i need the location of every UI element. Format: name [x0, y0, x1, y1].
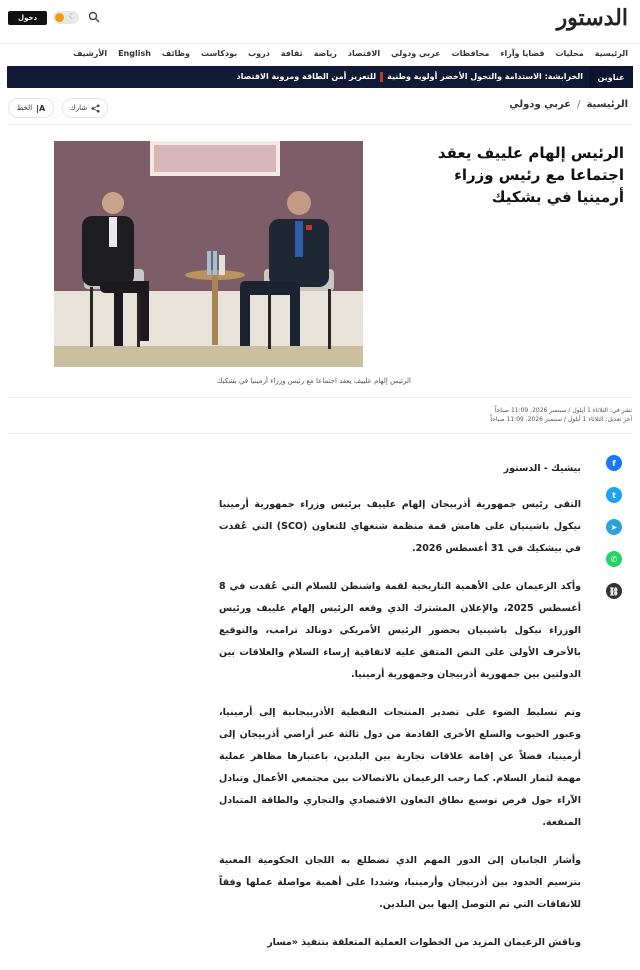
nav-item-home[interactable]: الرئيسية	[594, 49, 628, 58]
ticker-separator	[380, 72, 383, 82]
updated-date: آخر تعديل: الثلاثاء 1 أيلول / سبتمبر 2026. 11:09 صباحاً	[490, 416, 632, 423]
dark-mode-toggle[interactable]	[53, 11, 79, 24]
divider	[8, 397, 632, 398]
font-size-button[interactable]	[8, 98, 54, 118]
search-icon[interactable]	[88, 11, 100, 23]
article-paragraph: التقى رئيس جمهورية أذربيجان إلهام علييف برئيس وزراء جمهورية أرمينيا نيكول باشينيان على هامش قمة منظمة شنغهاي للتعاون (SCO) التي عُقدت في بيشكيك في 31 أغسطس 2026.	[219, 499, 581, 554]
nav-item-podcast[interactable]: بودكاست	[200, 49, 238, 58]
nav-item-governorates[interactable]: محافظات	[451, 49, 490, 58]
logo-text: الدستور	[556, 5, 628, 31]
article-body	[219, 458, 581, 970]
font-label: الخط	[16, 104, 33, 112]
facebook-icon[interactable]: f	[606, 455, 622, 471]
article-dates	[490, 406, 632, 424]
site-logo[interactable]	[557, 5, 628, 31]
nav-item-archive[interactable]: الأرشيف	[73, 49, 108, 58]
breadcrumb-section[interactable]: عربي ودولي	[509, 99, 572, 110]
ticker-label: عناوين	[589, 66, 633, 88]
breadcrumb-home[interactable]: الرئيسية	[586, 99, 628, 110]
article-photo[interactable]	[54, 141, 363, 367]
sun-icon	[55, 13, 64, 22]
ticker-headline[interactable]	[237, 66, 583, 88]
login-button[interactable]: دخول	[8, 11, 47, 25]
nav-item-international[interactable]: عربي ودولي	[391, 49, 441, 58]
article-paragraph: وأكد الزعيمان على الأهمية التاريخية لقمة واشنطن للسلام التي عُقدت في 8 أغسطس 2025، والإعلان المشترك الذي وقعه الرئيس إلهام علييف ورئيس الوزراء نيكول باشينيان بحضور الرئيس الأمريكي دونالد ترامب، والتوقيع بالأحرف الأولى على النص المتفق عليه لاتفاقية إرساء السلام والعلاقات بين الدولتين بين جمهورية أذربيجان وجمهورية أرمينيا.	[219, 581, 582, 680]
nav-item-economy[interactable]: الاقتصاد	[347, 49, 381, 58]
nav-item-jobs[interactable]: وظائف	[161, 49, 190, 58]
nav-item-opinion[interactable]: قضايا وآراء	[500, 49, 545, 58]
article-title: الرئيس إلهام علييف يعقد اجتماعا مع رئيس وزراء أرمينيا في بشكيك	[437, 144, 624, 206]
divider	[8, 433, 632, 434]
ticker-headline-text: الخرابشة: الاستدامة والتحول الأخضر أولوية وطنية	[387, 72, 583, 81]
article-paragraph: وتم تسليط الضوء على تصدير المنتجات النفطية الأذربيجانية إلى أرمينيا، وعبور الحبوب والسلع الأخرى القادمة من دول ثالثة عبر أراضي أذربيجان إلى أرمينيا، فضلاً عن إقامة علاقات تجارية بين البلدين، باعتبارها مظاهر عملية مهمة لثمار السلام. كما رحب الزعيمان بالاتصالات بين مجتمعي الأعمال وتبادل الآراء حول فرص توسيع نطاق التعاون الاقتصادي والتجاري والطاقة المتبادل المنفعة.	[219, 707, 581, 828]
nav-item-sports[interactable]: رياضة	[313, 49, 337, 58]
twitter-icon[interactable]: t	[606, 487, 622, 503]
social-share-bar	[604, 455, 622, 615]
main-nav	[0, 43, 640, 63]
breadcrumb	[509, 99, 628, 110]
divider	[8, 124, 632, 125]
photo-caption: الرئيس إلهام علييف يعقد اجتماعا مع رئيس وزراء أرمينيا في بشكيك	[216, 377, 411, 385]
share-icon	[91, 104, 100, 113]
nav-item-culture[interactable]: ثقافة	[280, 49, 303, 58]
news-ticker	[7, 66, 633, 88]
share-button[interactable]	[62, 98, 108, 118]
article-dateline: بيشيك - الدستور	[503, 463, 581, 474]
moon-icon: ☾	[68, 12, 76, 21]
whatsapp-icon[interactable]: ✆	[606, 551, 622, 567]
font-size-icon: A|	[36, 103, 46, 113]
published-date: نشر في: الثلاثاء 1 أيلول / سبتمبر 2026. 11:09 صباحاً	[494, 407, 632, 414]
article-paragraph: وناقش الزعيمان المزيد من الخطوات العملية المتعلقة بتنفيذ «مسار	[267, 937, 581, 948]
ticker-headline-text-2: للتعزيز أمن الطاقة ومرونة الاقتصاد	[236, 72, 377, 81]
nav-item-local[interactable]: محليات	[555, 49, 584, 58]
nav-item-english[interactable]: English	[118, 49, 151, 58]
breadcrumb-separator: /	[577, 99, 581, 110]
share-label: شارك	[69, 104, 88, 112]
article-paragraph: وأشار الجانبان إلى الدور المهم الذي تضطلع به اللجان الحكومية المعنية بترسيم الحدود بين أذربيجان وأرمينيا، وشددا على أهمية مواصلة عملها وفقاً للاتفاقات التي تم التوصل إليها بين البلدين.	[219, 855, 581, 910]
site-header	[0, 0, 640, 42]
copy-link-icon[interactable]: ⛓	[606, 583, 622, 599]
nav-item-paths[interactable]: دروب	[248, 49, 270, 58]
telegram-icon[interactable]: ➤	[606, 519, 622, 535]
meeting-photo-illustration	[54, 141, 363, 367]
